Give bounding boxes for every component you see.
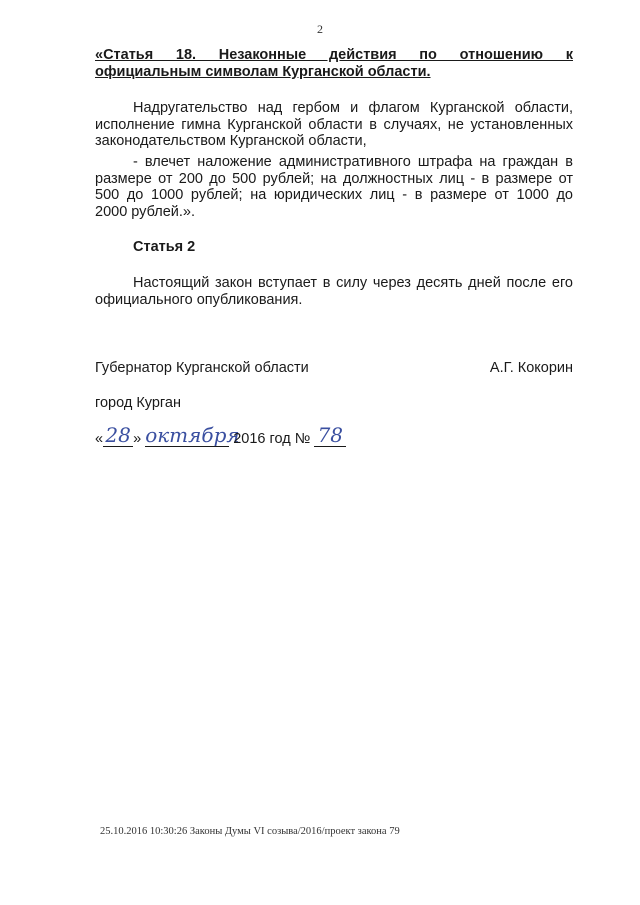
article-2-text bbox=[95, 275, 573, 308]
paragraph-line: размере от 200 до 500 рублей; на должностных лиц - в размере от bbox=[95, 170, 573, 187]
paragraph-line: Надругательство над гербом и флагом Курганской области, bbox=[133, 100, 573, 116]
handwritten-number: 78 bbox=[314, 424, 346, 447]
page-number: 2 bbox=[317, 22, 323, 36]
signatory-name: А.Г. Кокорин bbox=[489, 360, 573, 376]
paragraph-line: - влечет наложение административного штрафа на граждан в bbox=[133, 154, 573, 170]
article-18 bbox=[95, 47, 573, 80]
article-18-paragraph-1 bbox=[95, 100, 573, 150]
year-label: 2016 год № bbox=[233, 431, 311, 447]
article-18-paragraph-2 bbox=[95, 154, 573, 220]
city: город Курган bbox=[95, 395, 181, 411]
paragraph-line: 500 до 1000 рублей; на юридических лиц - в размере от 1000 до bbox=[95, 187, 573, 204]
article-18-heading: «Статья 18. Незаконные действия по отношению к bbox=[95, 47, 573, 63]
document-footer: 25.10.2016 10:30:26 Законы Думы VI созыва/2016/проект закона 79 bbox=[100, 826, 400, 837]
paragraph-line: официального опубликования. bbox=[95, 291, 303, 308]
date-line bbox=[95, 424, 346, 456]
handwritten-month: октября bbox=[145, 423, 240, 447]
signatory-position: Губернатор Курганской области bbox=[95, 360, 309, 376]
paragraph-line: исполнение гимна Курганской области в случаях, не установленных bbox=[95, 116, 573, 133]
close-quote: » bbox=[133, 431, 142, 447]
article-2-heading: Статья 2 bbox=[133, 239, 196, 255]
paragraph-line: 2000 рублей.». bbox=[95, 203, 195, 220]
paragraph-line: Настоящий закон вступает в силу через десять дней после его bbox=[133, 275, 573, 291]
article-18-heading-cont: официальным символам Курганской области. bbox=[95, 63, 431, 80]
paragraph-line: законодательством Курганской области, bbox=[95, 133, 367, 150]
open-quote: « bbox=[95, 431, 104, 447]
handwritten-day: 28 bbox=[103, 424, 133, 447]
